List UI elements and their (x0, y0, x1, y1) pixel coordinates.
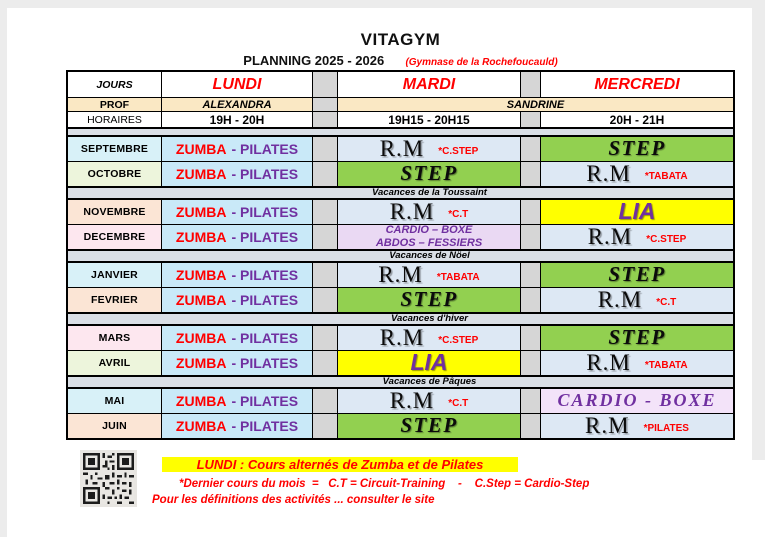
column-gap (313, 389, 338, 414)
qr-code (80, 450, 137, 507)
activity-cell-mardi: STEP (338, 288, 521, 313)
month-cell: JUIN (68, 414, 162, 439)
vacation-label: Vacances de la Toussaint (372, 187, 487, 199)
horaires-header: HORAIRES (68, 112, 162, 127)
column-gap (313, 72, 338, 98)
column-gap (521, 72, 541, 98)
column-gap (521, 162, 541, 187)
activity-cell-mercredi: LIA (541, 200, 733, 225)
prof-mardi-mercredi: SANDRINE (338, 98, 733, 112)
column-gap (521, 414, 541, 439)
qr-code-image (83, 453, 134, 504)
activity-cell-mardi: STEP (338, 414, 521, 439)
column-gap (521, 288, 541, 313)
page-subtitle (40, 53, 761, 68)
legend-lundi-note: LUNDI : Cours alternés de Zumba et de Pilates (162, 457, 518, 472)
prof-header: PROF (68, 98, 162, 112)
column-gap (313, 162, 338, 187)
month-cell: AVRIL (68, 351, 162, 376)
activity-cell-lundi: ZUMBA - PILATES (162, 225, 313, 250)
legend-site-note: Pour les définitions des activités ... consulter le site (152, 494, 435, 506)
activity-cell-mercredi: R.M *C.T (541, 288, 733, 313)
column-gap (521, 326, 541, 351)
page-margin-top (0, 0, 765, 8)
page-margin-left (0, 0, 7, 537)
vacation-label: Vacances de Pâques (382, 376, 477, 388)
prof-lundi: ALEXANDRA (162, 98, 313, 112)
activity-cell-mardi: R.M *C.T (338, 200, 521, 225)
column-gap (521, 225, 541, 250)
month-cell: MAI (68, 389, 162, 414)
activity-cell-mercredi: R.M *TABATA (541, 162, 733, 187)
column-gap (313, 112, 338, 127)
subtitle-main: PLANNING 2025 - 2026 (243, 53, 385, 68)
column-gap (521, 389, 541, 414)
column-gap (313, 414, 338, 439)
day-header-mercredi: MERCREDI (541, 72, 733, 98)
column-gap (313, 98, 338, 112)
column-gap (313, 225, 338, 250)
month-block-sept-oct (66, 135, 735, 188)
activity-cell-lundi: ZUMBA - PILATES (162, 288, 313, 313)
activity-cell-mercredi: STEP (541, 326, 733, 351)
horaire-lundi: 19H - 20H (162, 112, 313, 127)
jours-header: JOURS (68, 72, 162, 98)
activity-cell-lundi: ZUMBA - PILATES (162, 162, 313, 187)
day-header-lundi: LUNDI (162, 72, 313, 98)
activity-cell-mardi: STEP (338, 162, 521, 187)
month-cell: NOVEMBRE (68, 200, 162, 225)
month-cell: DECEMBRE (68, 225, 162, 250)
activity-cell-mercredi: STEP (541, 263, 733, 288)
activity-cell-lundi: ZUMBA - PILATES (162, 263, 313, 288)
activity-cell-mercredi: R.M *C.STEP (541, 225, 733, 250)
activity-cell-lundi: ZUMBA - PILATES (162, 389, 313, 414)
column-gap (313, 351, 338, 376)
month-block-nov-dec (66, 198, 735, 251)
vacation-band (66, 314, 735, 324)
vacation-band (66, 188, 735, 198)
activity-cell-mardi: R.M *C.STEP (338, 326, 521, 351)
activity-cell-mercredi: STEP (541, 137, 733, 162)
column-gap (521, 351, 541, 376)
month-cell: OCTOBRE (68, 162, 162, 187)
subtitle-location: (Gymnase de la Rochefoucauld) (405, 57, 558, 68)
horaire-mercredi: 20H - 21H (609, 112, 665, 127)
activity-cell-lundi: ZUMBA - PILATES (162, 351, 313, 376)
activity-cell-lundi: ZUMBA - PILATES (162, 414, 313, 439)
activity-cell-mercredi: CARDIO - BOXE (541, 389, 733, 414)
day-header-mardi: MARDI (338, 72, 521, 98)
activity-cell-mardi: R.M *C.T (338, 389, 521, 414)
vacation-band (66, 377, 735, 387)
month-cell: MARS (68, 326, 162, 351)
activity-cell-lundi: ZUMBA - PILATES (162, 200, 313, 225)
page-title: VITAGYM (360, 30, 441, 49)
activity-cell-mardi: CARDIO – BOXE ABDOS – FESSIERS (338, 225, 521, 250)
month-cell: FEVRIER (68, 288, 162, 313)
vacation-label: Vacances de Nöel (389, 250, 470, 262)
column-gap (521, 200, 541, 225)
month-block-mars-avril (66, 324, 735, 377)
column-gap (521, 263, 541, 288)
column-gap (313, 263, 338, 288)
horaire-mardi: 19H15 - 20H15 (338, 112, 521, 127)
activity-cell-mercredi: R.M *TABATA (541, 351, 733, 376)
page-margin-right (752, 0, 765, 460)
column-gap (313, 288, 338, 313)
column-gap (521, 112, 541, 127)
column-gap (313, 137, 338, 162)
month-block-jan-fev (66, 261, 735, 314)
activity-cell-lundi: ZUMBA - PILATES (162, 326, 313, 351)
vacation-label: Vacances d'hiver (391, 313, 468, 325)
legend-abbreviations: *Dernier cours du mois = C.T = Circuit-Training - C.Step = Cardio-Step (179, 478, 590, 490)
activity-cell-mardi: R.M *C.STEP (338, 137, 521, 162)
column-gap (313, 326, 338, 351)
vacation-band (66, 251, 735, 261)
month-block-mai-juin (66, 387, 735, 440)
column-gap (521, 137, 541, 162)
planning-table (66, 70, 735, 440)
activity-cell-lundi: ZUMBA - PILATES (162, 137, 313, 162)
activity-cell-mercredi: R.M *PILATES (541, 414, 733, 439)
activity-cell-mardi: LIA (338, 351, 521, 376)
month-cell: SEPTEMBRE (68, 137, 162, 162)
month-cell: JANVIER (68, 263, 162, 288)
activity-cell-mardi: R.M *TABATA (338, 263, 521, 288)
column-gap (313, 200, 338, 225)
table-header-block (66, 70, 735, 129)
